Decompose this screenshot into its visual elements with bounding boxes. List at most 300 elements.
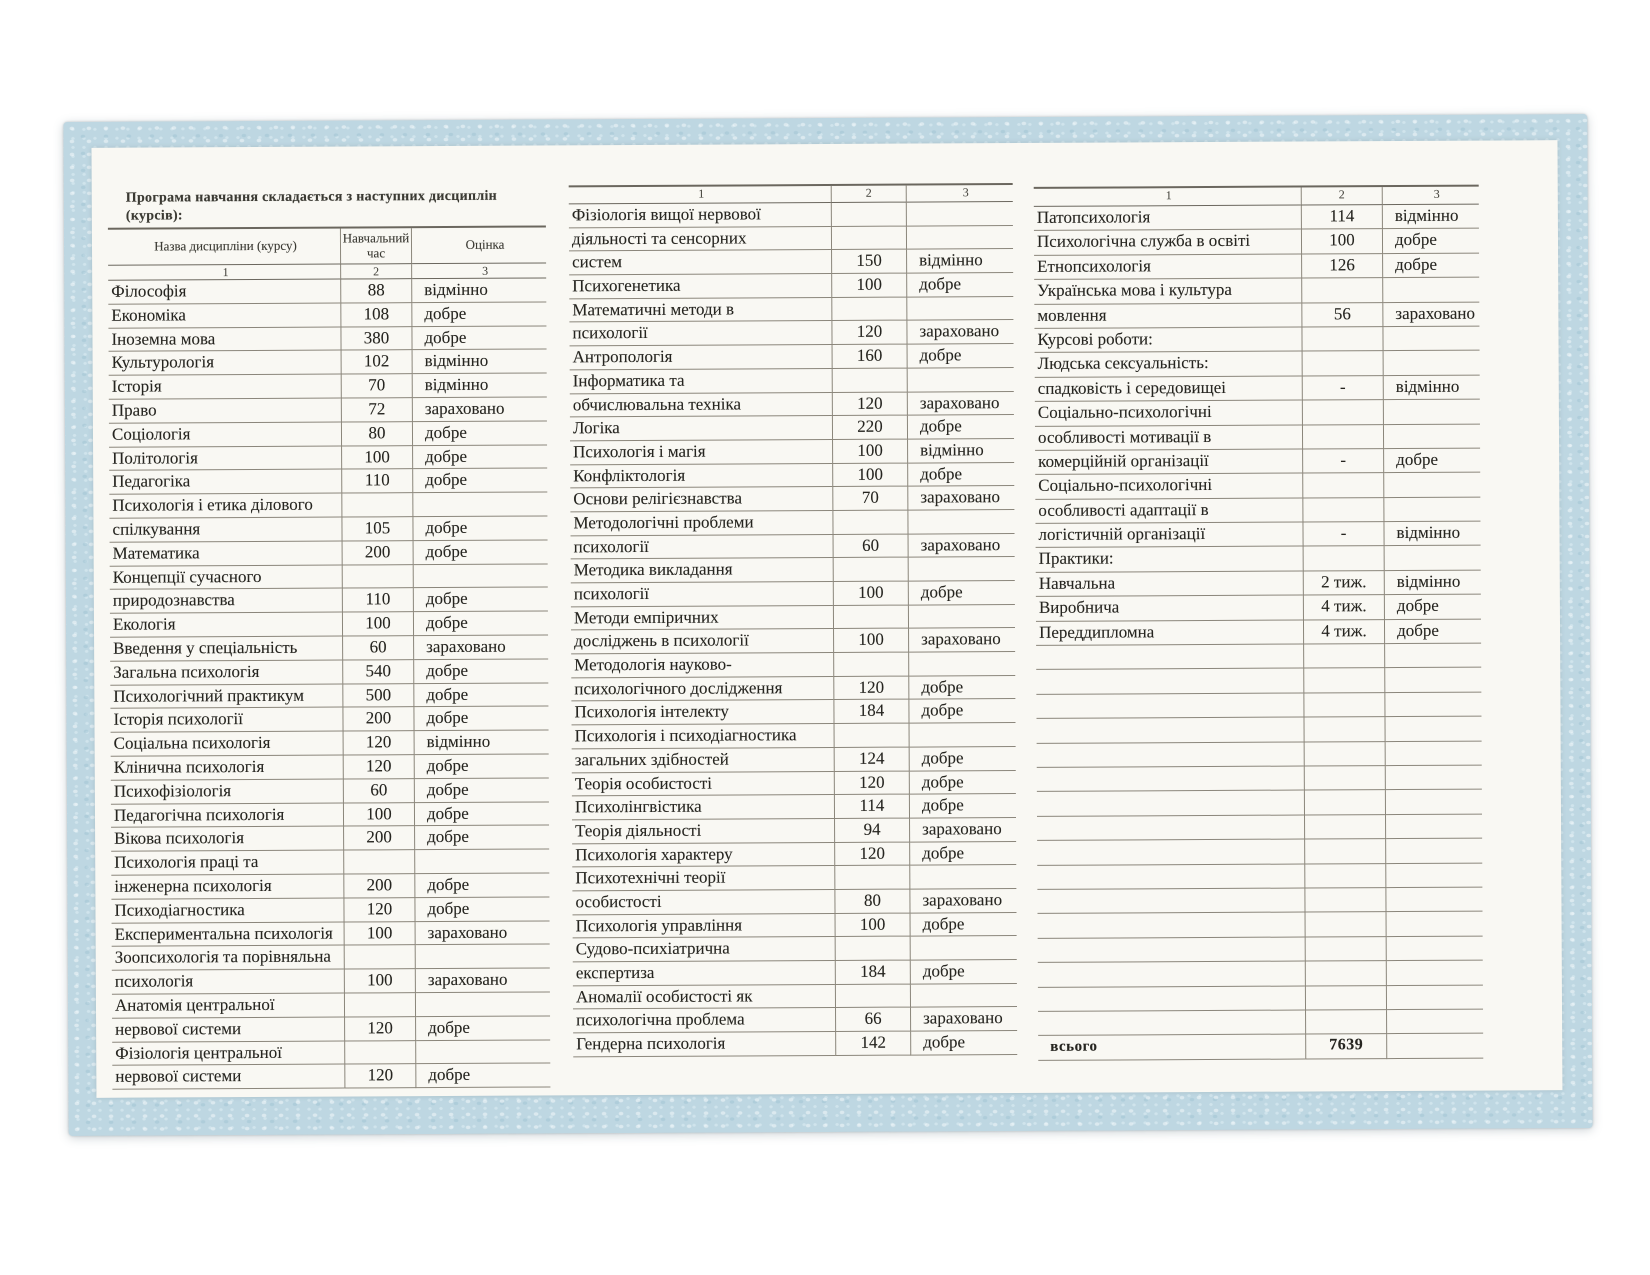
- hours-cell: 60: [342, 636, 414, 660]
- table-row: [108, 278, 546, 304]
- column-number: 1: [569, 186, 831, 204]
- hours-cell: [832, 511, 908, 535]
- table-row: [572, 723, 1016, 749]
- course-name-cell: інженерна психологія: [111, 874, 343, 899]
- table-row: [570, 439, 1014, 465]
- table-row: [1035, 400, 1480, 427]
- table-row: [110, 612, 548, 638]
- grade-cell: [1386, 839, 1482, 864]
- course-name-cell: Концепції сучасного: [110, 565, 342, 590]
- hours-cell: 220: [832, 416, 908, 440]
- hours-cell: 150: [831, 250, 907, 274]
- table-row: [110, 683, 548, 709]
- hours-cell: [1305, 1010, 1387, 1035]
- grade-cell: добре: [413, 469, 547, 493]
- hours-cell: [1304, 766, 1386, 791]
- hours-cell: 88: [340, 279, 412, 303]
- hours-cell: 540: [342, 660, 414, 684]
- hours-cell: 100: [831, 274, 907, 298]
- grade-cell: [1387, 912, 1483, 937]
- course-name-cell: психології: [571, 582, 833, 607]
- hours-cell: [834, 724, 910, 748]
- left-column: [107, 145, 550, 1089]
- grade-cell: [1387, 961, 1483, 986]
- hours-cell: 80: [834, 890, 910, 914]
- grade-cell: [416, 945, 550, 969]
- table-row: [1036, 570, 1481, 597]
- hours-cell: 100: [833, 629, 909, 653]
- course-name-cell: Психологія інтелекту: [571, 700, 833, 725]
- grade-cell: добре: [910, 842, 1016, 866]
- transcript-page: [63, 114, 1592, 1136]
- table-row: [1036, 546, 1481, 573]
- table-row: [109, 493, 547, 519]
- grade-cell: зараховано: [416, 921, 550, 945]
- grade-cell: [1384, 400, 1480, 425]
- right-column: [1033, 141, 1483, 1061]
- table-row: [1036, 668, 1481, 695]
- grade-cell: відмінно: [1383, 205, 1479, 230]
- grade-cell: добре: [909, 676, 1015, 700]
- course-name-cell: Психодіагностика: [111, 898, 343, 923]
- grade-cell: [1386, 814, 1482, 839]
- course-name-cell: Конфліктологія: [570, 464, 832, 489]
- course-name-cell: Філософія: [108, 280, 340, 305]
- table-row: [572, 794, 1016, 820]
- table-row: [1034, 229, 1479, 256]
- table-row: [111, 731, 549, 757]
- grade-cell: [911, 936, 1017, 960]
- hours-cell: 120: [831, 321, 907, 345]
- column-number: 1: [1034, 188, 1301, 207]
- grade-cell: добре: [416, 1016, 550, 1040]
- table-row: [1038, 1009, 1483, 1036]
- course-name-cell: комерційній організації: [1035, 449, 1302, 475]
- table-row: [569, 297, 1013, 323]
- grade-cell: зараховано: [910, 818, 1016, 842]
- course-name-cell: Теорія діяльності: [572, 819, 834, 844]
- grade-cell: добре: [1385, 619, 1481, 644]
- grade-cell: відмінно: [415, 731, 549, 755]
- grade-cell: добре: [1385, 595, 1481, 620]
- table-row: [110, 564, 548, 590]
- grade-cell: [909, 557, 1015, 581]
- program-title: Програма навчання складається з наступних дисциплін (курсів):: [125, 188, 498, 224]
- course-name-cell: Фізіологія вищої нервової: [569, 203, 831, 228]
- hours-cell: -: [1302, 376, 1384, 401]
- table-row: [1034, 327, 1479, 354]
- grade-cell: добре: [414, 612, 548, 636]
- hours-cell: 72: [341, 398, 413, 422]
- hours-cell: -: [1302, 522, 1384, 547]
- grade-cell: [1385, 546, 1481, 571]
- table-row: [112, 1016, 550, 1042]
- table-row: [569, 202, 1013, 228]
- hours-cell: [1302, 498, 1384, 523]
- grade-cell: [1386, 888, 1482, 913]
- course-name-cell: психологія: [112, 970, 344, 995]
- course-name-cell: загальних здібностей: [572, 748, 834, 773]
- course-name-cell: логістичній організації: [1035, 523, 1302, 549]
- courses-table-right: [1034, 185, 1484, 1061]
- course-name-cell: Гендерна психологія: [573, 1032, 835, 1057]
- column-number: 1: [108, 265, 340, 281]
- right-table-column-numbers: [1034, 187, 1479, 207]
- hours-cell: 56: [1301, 303, 1383, 328]
- grade-cell: добре: [1383, 229, 1479, 254]
- hours-cell: 70: [341, 374, 413, 398]
- grade-cell: [413, 493, 547, 517]
- course-name-cell: експертиза: [573, 961, 835, 986]
- grade-cell: [1387, 936, 1483, 961]
- grade-cell: добре: [413, 445, 547, 469]
- table-row: [1035, 522, 1480, 549]
- left-table-header: [108, 227, 546, 265]
- grade-cell: добре: [415, 778, 549, 802]
- table-row: [1038, 961, 1483, 988]
- hours-cell: [1302, 425, 1384, 450]
- hours-cell: 60: [343, 779, 415, 803]
- table-row: [108, 302, 546, 328]
- hours-cell: 100: [343, 803, 415, 827]
- course-name-cell: психології: [569, 321, 831, 346]
- course-name-cell: Психологія і етика ділового: [109, 494, 341, 519]
- hours-cell: 120: [344, 1064, 416, 1088]
- course-name-cell: Людська сексуальність:: [1035, 352, 1302, 378]
- grade-cell: відмінно: [413, 374, 547, 398]
- course-name-cell: [1038, 913, 1305, 939]
- column-number: 2: [1301, 187, 1383, 205]
- hours-cell: 66: [835, 1008, 911, 1032]
- grade-cell: [908, 510, 1014, 534]
- table-row: [572, 865, 1016, 891]
- table-row: [109, 374, 547, 400]
- course-name-cell: Введення у спеціальність: [110, 636, 342, 661]
- course-name-cell: Психологія характеру: [572, 843, 834, 868]
- hours-cell: 100: [832, 463, 908, 487]
- course-name-cell: Екологія: [110, 613, 342, 638]
- course-name-cell: Виробнича: [1036, 596, 1303, 622]
- column-number: 3: [907, 185, 1013, 203]
- hours-cell: [835, 937, 911, 961]
- table-row: [111, 873, 549, 899]
- hours-cell: 500: [342, 684, 414, 708]
- grade-cell: [1385, 717, 1481, 742]
- grade-cell: відмінно: [412, 278, 546, 302]
- header-course-name: Назва дисципліни (курсу): [108, 229, 340, 266]
- hours-cell: 100: [344, 922, 416, 946]
- hours-cell: [1302, 473, 1384, 498]
- grade-cell: [908, 368, 1014, 392]
- grade-cell: [1385, 644, 1481, 669]
- hours-cell: [833, 653, 909, 677]
- table-row: [111, 778, 549, 804]
- course-name-cell: Антропологія: [570, 345, 832, 370]
- course-name-cell: Культурологія: [109, 351, 341, 376]
- table-row: [569, 249, 1013, 275]
- table-row: [111, 850, 549, 876]
- hours-cell: 100: [835, 913, 911, 937]
- table-row: [109, 469, 547, 495]
- table-row: [573, 1007, 1017, 1033]
- hours-cell: 114: [1301, 205, 1383, 230]
- hours-cell: 120: [344, 1017, 416, 1041]
- hours-cell: 100: [832, 439, 908, 463]
- hours-cell: [833, 605, 909, 629]
- hours-cell: [831, 203, 907, 227]
- course-name-cell: Психолінгвістика: [572, 795, 834, 820]
- hours-cell: 120: [343, 898, 415, 922]
- grade-cell: зараховано: [909, 534, 1015, 558]
- grade-cell: [415, 850, 549, 874]
- hours-cell: 200: [343, 874, 415, 898]
- table-row: [1036, 692, 1481, 719]
- grade-cell: добре: [415, 897, 549, 921]
- course-name-cell: особливості мотивації в: [1035, 425, 1302, 451]
- course-name-cell: Соціальна психологія: [111, 732, 343, 757]
- table-row: [569, 320, 1013, 346]
- table-row: [571, 557, 1015, 583]
- hours-cell: [344, 945, 416, 969]
- hours-cell: [1303, 693, 1385, 718]
- table-row: [573, 913, 1017, 939]
- course-name-cell: Психологія і психодіагностика: [572, 724, 834, 749]
- hours-cell: -: [1302, 449, 1384, 474]
- table-row: [571, 581, 1015, 607]
- hours-cell: [1303, 644, 1385, 669]
- grade-cell: зараховано: [909, 628, 1015, 652]
- course-name-cell: [1037, 742, 1304, 768]
- grade-cell: [1384, 473, 1480, 498]
- hours-cell: 126: [1301, 254, 1383, 279]
- hours-cell: [342, 565, 414, 589]
- hours-cell: [341, 493, 413, 517]
- course-name-cell: Психологічний практикум: [110, 684, 342, 709]
- grade-cell: [1387, 985, 1483, 1010]
- grade-cell: [1386, 766, 1482, 791]
- grade-cell: [1386, 741, 1482, 766]
- grade-cell: [1386, 863, 1482, 888]
- table-row: [112, 921, 550, 947]
- grade-cell: відмінно: [1384, 375, 1480, 400]
- course-name-cell: [1037, 864, 1304, 890]
- table-row: [571, 699, 1015, 725]
- course-name-cell: Економіка: [108, 303, 340, 328]
- hours-cell: 100: [833, 582, 909, 606]
- table-row: [569, 273, 1013, 299]
- grade-cell: [909, 605, 1015, 629]
- hours-cell: [343, 850, 415, 874]
- grade-cell: [911, 984, 1017, 1008]
- hours-cell: 120: [834, 842, 910, 866]
- course-name-cell: Політологія: [109, 446, 341, 471]
- table-row: [112, 969, 550, 995]
- table-row: [1035, 448, 1480, 475]
- course-name-cell: мовлення: [1034, 303, 1301, 329]
- course-name-cell: всього: [1038, 1035, 1305, 1061]
- column-number: 2: [340, 264, 412, 279]
- table-row: [1037, 814, 1482, 841]
- column-number: 3: [1383, 187, 1479, 206]
- course-name-cell: Патопсихологія: [1034, 206, 1301, 232]
- course-name-cell: Інформатика та: [570, 369, 832, 394]
- table-columns: [91, 140, 1562, 1090]
- grade-cell: зараховано: [910, 889, 1016, 913]
- middle-table-body: [569, 202, 1017, 1057]
- course-name-cell: Математичні методи в: [569, 298, 831, 323]
- table-row: [570, 344, 1014, 370]
- course-name-cell: Психотехнічні теорії: [572, 866, 834, 891]
- table-row: [571, 534, 1015, 560]
- table-row: [570, 368, 1014, 394]
- grade-cell: добре: [414, 588, 548, 612]
- table-row: [111, 754, 549, 780]
- hours-cell: 70: [832, 487, 908, 511]
- grade-cell: [907, 297, 1013, 321]
- course-name-cell: [1037, 791, 1304, 817]
- hours-cell: [1304, 790, 1386, 815]
- hours-cell: [834, 866, 910, 890]
- course-name-cell: Право: [109, 399, 341, 424]
- table-row: [571, 676, 1015, 702]
- header-grade: Оцінка: [412, 227, 546, 264]
- grade-cell: добре: [414, 683, 548, 707]
- table-row: [112, 1064, 550, 1090]
- hours-cell: 108: [340, 303, 412, 327]
- grade-cell: [909, 652, 1015, 676]
- table-row: [109, 421, 547, 447]
- grade-cell: зараховано: [907, 320, 1013, 344]
- hours-cell: 105: [341, 517, 413, 541]
- course-name-cell: Психогенетика: [569, 274, 831, 299]
- course-name-cell: спілкування: [109, 518, 341, 543]
- table-row: [1036, 717, 1481, 744]
- course-name-cell: Етнопсихологія: [1034, 254, 1301, 280]
- hours-cell: 110: [341, 470, 413, 494]
- grade-cell: добре: [412, 302, 546, 326]
- table-row: [1037, 741, 1482, 768]
- hours-cell: [1304, 742, 1386, 767]
- course-name-cell: Аномалії особистості як: [573, 985, 835, 1010]
- grade-cell: добре: [1384, 448, 1480, 473]
- courses-table-middle: [569, 183, 1018, 1057]
- table-row: [572, 818, 1016, 844]
- table-row: [573, 1031, 1017, 1057]
- course-name-cell: Переддипломна: [1036, 620, 1303, 646]
- course-name-cell: Вікова психологія: [111, 827, 343, 852]
- course-name-cell: Курсові роботи:: [1034, 327, 1301, 353]
- hours-cell: 120: [343, 731, 415, 755]
- grade-cell: [416, 992, 550, 1016]
- grade-cell: відмінно: [1384, 522, 1480, 547]
- grade-cell: добре: [911, 960, 1017, 984]
- grade-cell: добре: [415, 754, 549, 778]
- table-row: [111, 897, 549, 923]
- table-row: [571, 628, 1015, 654]
- table-row: [1038, 985, 1483, 1012]
- grade-cell: добре: [908, 415, 1014, 439]
- grade-cell: добре: [414, 659, 548, 683]
- hours-cell: 120: [832, 392, 908, 416]
- table-row: [1036, 619, 1481, 646]
- grade-cell: відмінно: [413, 350, 547, 374]
- table-row: [110, 707, 548, 733]
- grade-cell: добре: [908, 463, 1014, 487]
- table-row: [572, 771, 1016, 797]
- hours-cell: [1304, 839, 1386, 864]
- grade-cell: зараховано: [1383, 302, 1479, 327]
- header-study-hours: Навчальний час: [340, 228, 412, 264]
- grade-cell: [1385, 692, 1481, 717]
- middle-column: [568, 143, 1017, 1057]
- table-row: [1038, 936, 1483, 963]
- hours-cell: 160: [832, 345, 908, 369]
- hours-cell: [1304, 815, 1386, 840]
- hours-cell: [1302, 400, 1384, 425]
- table-row: [572, 842, 1016, 868]
- table-row: [1037, 839, 1482, 866]
- course-name-cell: Теорія особистості: [572, 771, 834, 796]
- table-row: [109, 350, 547, 376]
- hours-cell: [832, 368, 908, 392]
- grade-cell: добре: [416, 1064, 550, 1088]
- course-name-cell: Соціально-психологічні: [1035, 474, 1302, 500]
- course-name-cell: Історія психології: [110, 708, 342, 733]
- hours-cell: 4 тиж.: [1303, 620, 1385, 645]
- course-name-cell: Основи релігієзнавства: [570, 487, 832, 512]
- table-row: [1036, 644, 1481, 671]
- course-name-cell: Анатомія центральної: [112, 993, 344, 1018]
- hours-cell: 124: [834, 747, 910, 771]
- hours-cell: 94: [834, 818, 910, 842]
- hours-cell: 380: [340, 327, 412, 351]
- course-name-cell: [1037, 888, 1304, 914]
- hours-cell: [1305, 961, 1387, 986]
- grade-cell: добре: [414, 707, 548, 731]
- grade-cell: [414, 564, 548, 588]
- hours-cell: 100: [1301, 229, 1383, 254]
- hours-cell: [833, 558, 909, 582]
- grade-cell: [907, 226, 1013, 250]
- hours-cell: 100: [342, 612, 414, 636]
- course-name-cell: [1037, 815, 1304, 841]
- hours-cell: [1304, 864, 1386, 889]
- course-name-cell: Українська мова і культура: [1034, 279, 1301, 305]
- table-row: [1034, 278, 1479, 305]
- table-row: [111, 826, 549, 852]
- hours-cell: 184: [833, 700, 909, 724]
- hours-cell: 184: [835, 961, 911, 985]
- grade-cell: добре: [412, 326, 546, 350]
- grade-cell: [1384, 351, 1480, 376]
- table-row: [109, 516, 547, 542]
- hours-cell: 200: [342, 541, 414, 565]
- hours-cell: [1305, 912, 1387, 937]
- course-name-cell: психології: [571, 535, 833, 560]
- table-row: [570, 486, 1014, 512]
- hours-cell: [1305, 986, 1387, 1011]
- grade-cell: добре: [909, 581, 1015, 605]
- grade-cell: [1383, 327, 1479, 352]
- table-row: [569, 226, 1013, 252]
- table-row: [108, 326, 546, 352]
- course-name-cell: Методика викладання: [571, 558, 833, 583]
- course-name-cell: Педагогіка: [109, 470, 341, 495]
- hours-cell: [831, 297, 907, 321]
- table-row: [1035, 424, 1480, 451]
- grade-cell: зараховано: [911, 1007, 1017, 1031]
- hours-cell: 110: [342, 589, 414, 613]
